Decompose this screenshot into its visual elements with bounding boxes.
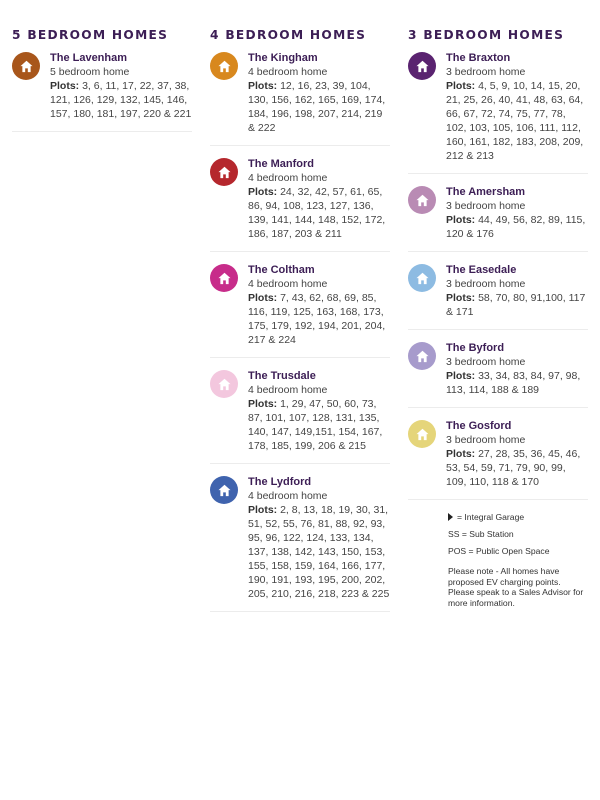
column-title: 4 BEDROOM HOMES — [210, 28, 367, 42]
legend-garage — [448, 511, 588, 523]
plots-label: Plots: — [248, 292, 278, 304]
home-entry — [408, 341, 588, 408]
triangle-icon — [448, 513, 453, 521]
house-icon — [408, 342, 436, 370]
house-icon — [210, 370, 238, 398]
plots-list: 2, 8, 13, 18, 19, 30, 31, 51, 52, 55, 76, 81, 88, 92, 93, 95, 96, 122, 124, 133, 134, 137, 138, 142, 143, 150, 153, 155, 158, 159, 164, 166, 177, 190, 191, 193, 195, 200, 202, 205, 210, 216, 218, 223 & 225 — [248, 504, 390, 600]
ev-charging-note: Please note - All homes have proposed EV charging points. Please speak to a Sales Advisor for more information. — [448, 566, 584, 608]
home-type: 3 bedroom home — [446, 434, 526, 446]
house-icon — [12, 52, 40, 80]
home-name: The Lavenham — [50, 52, 128, 64]
home-plots — [50, 79, 192, 121]
home-name: The Manford — [248, 158, 314, 170]
plots-list: 24, 32, 42, 57, 61, 65, 86, 94, 108, 123, 127, 136, 139, 141, 144, 148, 152, 172, 186, 187, 203 & 211 — [248, 186, 386, 240]
home-type: 4 bedroom home — [248, 384, 328, 396]
plots-list: 7, 43, 62, 68, 69, 85, 116, 119, 125, 163, 168, 173, 175, 179, 192, 194, 201, 204, 217 & 224 — [248, 292, 386, 346]
house-icon — [210, 158, 238, 186]
plots-label: Plots: — [248, 186, 278, 198]
home-plots — [446, 79, 588, 163]
home-type: 3 bedroom home — [446, 66, 526, 78]
column-title: 3 BEDROOM HOMES — [408, 28, 565, 42]
home-type: 3 bedroom home — [446, 278, 526, 290]
home-entry — [210, 157, 390, 252]
plots-label: Plots: — [446, 292, 476, 304]
plots-label: Plots: — [248, 80, 278, 92]
home-name: The Gosford — [446, 420, 512, 432]
house-icon — [210, 264, 238, 292]
home-entry — [408, 263, 588, 330]
home-entry — [408, 185, 588, 252]
home-plots — [248, 291, 390, 347]
home-entry — [12, 51, 192, 132]
home-plots — [446, 447, 588, 489]
plots-list: 4, 5, 9, 10, 14, 15, 20, 21, 25, 26, 40, 41, 48, 63, 64, 66, 67, 72, 74, 75, 77, 78, 102, 103, 105, 106, 111, 112, 160, 161, 182, 183, 208, 209, 212 & 213 — [446, 80, 584, 162]
plots-label: Plots: — [446, 80, 476, 92]
plots-label: Plots: — [446, 370, 476, 382]
home-type: 4 bedroom home — [248, 278, 328, 290]
plots-list: 33, 34, 83, 84, 97, 98, 113, 114, 188 & 189 — [446, 370, 581, 396]
house-icon — [210, 476, 238, 504]
home-entry — [210, 475, 390, 612]
home-entry — [408, 419, 588, 500]
home-type: 4 bedroom home — [248, 66, 328, 78]
legend — [408, 511, 588, 608]
column-title: 5 BEDROOM HOMES — [12, 28, 169, 42]
plots-label: Plots: — [446, 214, 476, 226]
home-list — [210, 51, 390, 612]
plots-list: 3, 6, 11, 17, 22, 37, 38, 121, 126, 129, 132, 145, 146, 157, 180, 181, 197, 220 & 221 — [50, 80, 192, 120]
plots-label: Plots: — [248, 398, 278, 410]
home-list — [12, 51, 192, 132]
home-type: 4 bedroom home — [248, 490, 328, 502]
home-name: The Trusdale — [248, 370, 316, 382]
home-type: 5 bedroom home — [50, 66, 130, 78]
home-name: The Braxton — [446, 52, 511, 64]
home-name: The Byford — [446, 342, 505, 354]
home-name: The Amersham — [446, 186, 526, 198]
home-entry — [210, 369, 390, 464]
house-icon — [408, 264, 436, 292]
plots-list: 1, 29, 47, 50, 60, 73, 87, 101, 107, 128, 131, 135, 140, 147, 149,151, 154, 167, 178, 185, 199, 206 & 215 — [248, 398, 383, 452]
plots-list: 44, 49, 56, 82, 89, 115, 120 & 176 — [446, 214, 586, 240]
legend-public-open-space: POS = Public Open Space — [448, 546, 550, 556]
plots-label: Plots: — [248, 504, 278, 516]
home-name: The Easedale — [446, 264, 517, 276]
plots-list: 12, 16, 23, 39, 104, 130, 156, 162, 165, 169, 174, 184, 196, 198, 207, 214, 219 & 222 — [248, 80, 386, 134]
home-plots — [248, 185, 390, 241]
home-name: The Lydford — [248, 476, 312, 488]
home-plots — [248, 79, 390, 135]
plots-list: 58, 70, 80, 91,100, 117 & 171 — [446, 292, 586, 318]
home-name: The Kingham — [248, 52, 318, 64]
legend-sub-station: SS = Sub Station — [448, 529, 514, 539]
column-5-bedroom — [12, 28, 192, 143]
home-plots — [446, 213, 588, 241]
home-plots — [446, 291, 588, 319]
plots-list: 27, 28, 35, 36, 45, 46, 53, 54, 59, 71, 79, 90, 99, 109, 110, 118 & 170 — [446, 448, 581, 488]
home-entry — [210, 263, 390, 358]
home-entry — [210, 51, 390, 146]
column-3-bedroom — [408, 28, 588, 608]
home-name: The Coltham — [248, 264, 315, 276]
home-list — [408, 51, 588, 500]
home-plots — [248, 503, 390, 601]
house-icon — [210, 52, 238, 80]
plots-label: Plots: — [50, 80, 80, 92]
house-icon — [408, 52, 436, 80]
legend-garage-text: = Integral Garage — [457, 512, 525, 522]
plots-label: Plots: — [446, 448, 476, 460]
home-type: 3 bedroom home — [446, 200, 526, 212]
home-type: 3 bedroom home — [446, 356, 526, 368]
home-plots — [446, 369, 588, 397]
house-icon — [408, 186, 436, 214]
home-entry — [408, 51, 588, 174]
column-4-bedroom — [210, 28, 390, 623]
home-plots — [248, 397, 390, 453]
home-type: 4 bedroom home — [248, 172, 328, 184]
house-icon — [408, 420, 436, 448]
